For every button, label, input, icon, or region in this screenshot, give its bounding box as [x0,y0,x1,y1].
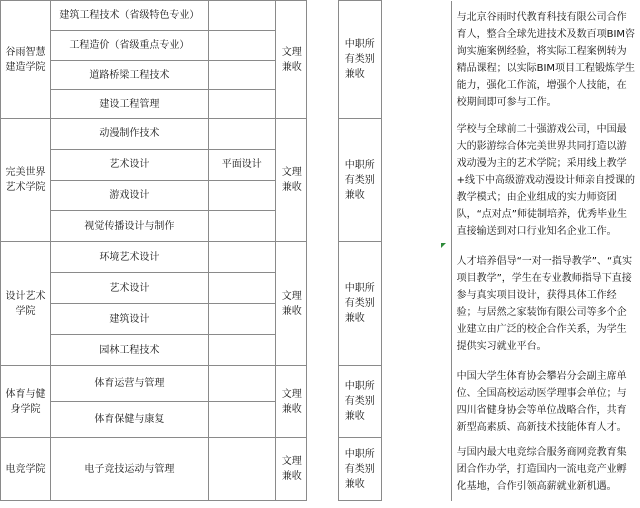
major-name: 园林工程技术 [50,335,208,366]
cell-comment-marker [441,243,446,248]
major-direction [208,180,275,211]
major-name: 体育保健与康复 [50,402,208,438]
major-name: 电子竞技运动与管理 [50,438,208,501]
major-name: 体育运营与管理 [50,366,208,402]
spacer-cell [306,438,338,501]
recruit-scope: 中职所有类别兼收 [338,366,381,438]
major-direction [208,119,275,150]
college-description: 学校与全球前二十强游戏公司，中国最大的影游综合体完美世界共同打造以游戏动漫为主的艺术学院；采用线上教学+线下中高级游戏动漫设计师亲自授课的教学模式；由企业组成的实力师资团队，“点对点”师徒制培养，优秀毕业生直接输送到对口行业知名企业工作。 [451,119,640,242]
major-name: 建筑设计 [50,304,208,335]
major-direction [208,1,275,31]
spacer-cell [306,119,338,242]
recruit-scope: 中职所有类别兼收 [338,1,381,119]
college-description: 中国大学生体育协会攀岩分会副主席单位、全国高校运动医学理事会单位；与四川省健身协会等单位战略合作，共育新型高素质、高新技术技能体育人才。 [451,366,640,438]
college-name: 设计艺术学院 [1,242,51,366]
college-name: 谷雨智慧建造学院 [1,1,51,119]
spacer-cell [381,1,451,119]
major-direction [208,273,275,304]
recruit-scope: 中职所有类别兼收 [338,438,381,501]
major-name: 建筑工程技术（省级特色专业） [50,1,208,31]
college-description: 人才培养倡导“一对一指导教学”、“真实项目教学”，学生在专业教师指导下直接参与真实项目设计，获得具体工作经验；与居然之家装饰有限公司等多个企业建立由广泛的校企合作关系，为学生提供实习就业平台。 [451,242,640,366]
table-row [1,1,640,31]
recruit-scope: 中职所有类别兼收 [338,119,381,242]
enroll-type: 文理兼收 [275,366,306,438]
major-direction [208,402,275,438]
major-direction [208,304,275,335]
enroll-type: 文理兼收 [275,1,306,119]
major-direction: 平面设计 [208,149,275,180]
college-description: 与北京谷雨时代教育科技有限公司合作育人，整合全球先进技术及数百项BIM咨询实施案例经验，将实际工程案例转为精品课程；以实际BIM项目工程锻炼学生能力，强化工作流，增强个人技能，在校期间即可参与工作。 [451,1,640,119]
enroll-type: 文理兼收 [275,438,306,501]
spacer-cell [306,1,338,119]
major-direction [208,438,275,501]
major-name: 工程造价（省级重点专业） [50,31,208,61]
major-direction [208,242,275,273]
college-name: 完美世界艺术学院 [1,119,51,242]
major-name: 道路桥梁工程技术 [50,61,208,90]
enroll-type: 文理兼收 [275,242,306,366]
table-row [1,438,640,501]
spacer-cell [381,119,451,242]
spacer-cell [306,242,338,366]
table-row [1,242,640,273]
college-name: 体育与健身学院 [1,366,51,438]
major-name: 环境艺术设计 [50,242,208,273]
major-direction [208,90,275,119]
major-direction [208,366,275,402]
spacer-cell [381,242,451,366]
major-name: 艺术设计 [50,149,208,180]
college-description: 与国内最大电竞综合服务商网竞教育集团合作办学，打造国内一流电竞产业孵化基地，合作引领高薪就业新机遇。 [451,438,640,501]
college-name: 电竞学院 [1,438,51,501]
major-name: 建设工程管理 [50,90,208,119]
table-row [1,366,640,402]
spacer-cell [381,438,451,501]
table-row [1,119,640,150]
spacer-cell [381,366,451,438]
major-name: 动漫制作技术 [50,119,208,150]
major-direction [208,31,275,61]
major-direction [208,335,275,366]
enroll-type: 文理兼收 [275,119,306,242]
major-direction [208,211,275,242]
spacer-cell [306,366,338,438]
major-direction [208,61,275,90]
major-name: 视觉传播设计与制作 [50,211,208,242]
major-name: 游戏设计 [50,180,208,211]
major-name: 艺术设计 [50,273,208,304]
recruit-scope: 中职所有类别兼收 [338,242,381,366]
